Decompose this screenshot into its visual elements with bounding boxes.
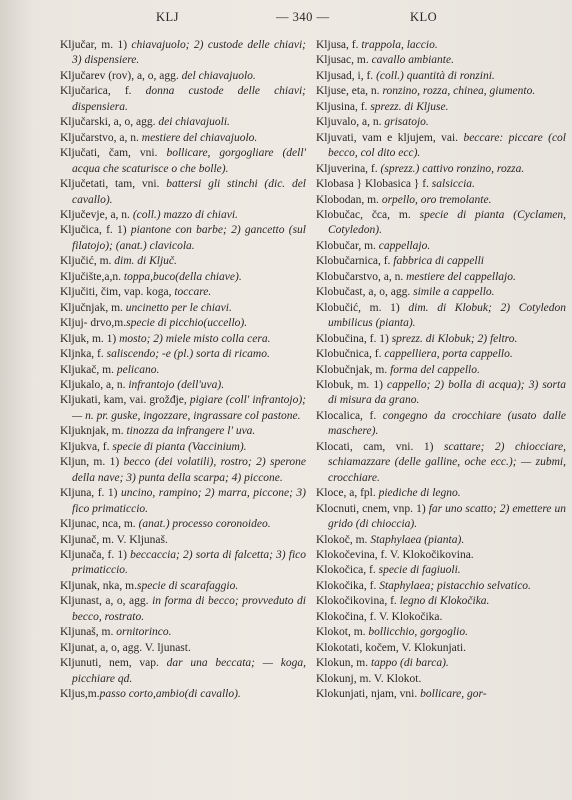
dictionary-entry [60, 208, 306, 223]
entry-headword: Klobasa } Klobasica } f. [316, 178, 432, 191]
dictionary-entry [316, 115, 566, 130]
entry-headword: Klokočika, f. [316, 579, 380, 592]
entry-translation: becco (dei volatili), rostro; 2) sperone della nave; 3) punta della scarpa; 4) piccone. [72, 456, 306, 484]
dictionary-entry [316, 409, 566, 440]
entry-headword: Ključarstvo, a, n. [60, 131, 142, 144]
entry-headword: Klobučarnica, f. [316, 255, 394, 268]
entry-headword: Kljuna, f. 1) [60, 487, 122, 500]
entry-translation: (coll.) quantità di ronzini. [376, 69, 495, 82]
entry-headword: Ključica, f. 1) [60, 224, 131, 237]
entry-translation: specie di picchio(uccello). [126, 317, 248, 330]
entry-headword: Klobučarstvo, a, n. [316, 270, 407, 283]
dictionary-entry [316, 502, 566, 533]
entry-translation: Staphylaea; pistacchio selvatico. [379, 579, 531, 592]
entry-translation: specie di fagiuoli. [378, 564, 461, 577]
entry-translation: sprezz. di Klobuk; 2) feltro. [391, 332, 518, 345]
right-column [316, 38, 566, 702]
dictionary-entry [316, 641, 566, 656]
entry-headword: Klobučast, a, o, agg. [316, 286, 414, 299]
entry-headword: Kljukva, f. [60, 440, 113, 453]
entry-headword: Kljusa, f. [316, 39, 362, 51]
entry-headword: Kljunaš, m. [60, 626, 117, 639]
dictionary-entry [316, 270, 566, 285]
dictionary-entry [60, 687, 306, 702]
entry-headword: Kljuverina, f. [316, 162, 381, 175]
dictionary-entry [316, 533, 566, 548]
entry-translation: ronzino, rozza, chinea, giumento. [382, 85, 536, 98]
entry-translation: salsiccia. [431, 178, 475, 191]
entry-headword: Klobučnica, f. [316, 348, 385, 361]
dictionary-entry [60, 84, 306, 115]
dictionary-entry [316, 208, 566, 239]
entry-translation: specie di pianta (Vaccinium). [112, 440, 247, 453]
entry-headword: Kljus,m. [60, 688, 100, 701]
header-right-guideword: KLO [410, 10, 438, 24]
dictionary-entry [60, 440, 306, 455]
entry-headword: Kljuknjak, m. [60, 425, 127, 438]
entry-headword: Kljnka, f. [60, 348, 107, 361]
entry-translation: congegno da crocchiare (usato dalle maschere). [328, 409, 567, 438]
entry-translation: (anat.) processo coronoideo. [138, 518, 271, 531]
entry-headword: Klokunj, m. V. Klokot. [316, 672, 422, 685]
entry-headword: Klokun, m. [316, 657, 371, 670]
dictionary-entry [60, 285, 306, 300]
entry-headword: Ključar, m. 1) [60, 39, 132, 51]
header-left-guideword: KLJ [156, 10, 180, 24]
entry-headword: Kljuj- drvo,m. [60, 317, 127, 330]
entry-translation: pelicano. [116, 363, 160, 376]
entry-translation: mestiere del cappellajo. [406, 270, 516, 283]
dictionary-entry [60, 38, 306, 69]
entry-headword: Klokot, m. [316, 626, 369, 639]
dictionary-entry [316, 301, 566, 332]
entry-headword: Klobuk, m. 1) [316, 378, 387, 391]
entry-translation: (sprezz.) cattivo ronzino, rozza. [380, 162, 525, 175]
dictionary-entry [60, 455, 306, 486]
entry-headword: Kljukati, kam, vai. grožđje, [60, 394, 190, 407]
dictionary-entry [316, 131, 566, 162]
entry-translation: beccaccia; 2) sorta di falcetta; 3) fico primaticcio. [72, 548, 306, 577]
entry-headword: Kljuk, m. 1) [60, 332, 120, 345]
dictionary-entry [316, 378, 566, 409]
entry-translation: fabbrica di cappelli [393, 255, 484, 268]
dictionary-entry [316, 440, 566, 486]
dictionary-entry [60, 548, 306, 579]
entry-headword: Klokunjati, njam, vni. [316, 688, 421, 701]
entry-translation: specie di scarafaggio. [136, 579, 239, 592]
entry-headword: Klokočevina, f. V. Klokočikovina. [316, 548, 474, 561]
entry-headword: Kljusina, f. [316, 100, 371, 113]
entry-headword: Kljuvalo, a, n. [316, 116, 385, 129]
entry-headword: Kljukač, m. [60, 363, 117, 376]
entry-headword: Kljuse, eta, n. [316, 85, 383, 98]
dictionary-entry [60, 332, 306, 347]
entry-translation: (coll.) mazzo di chiavi. [132, 208, 238, 221]
dictionary-entry [316, 563, 566, 578]
entry-translation: mestiere del chiavajuolo. [141, 131, 258, 144]
entry-translation: chiavajuolo; 2) custode delle chiavi; 3) dispensiere. [72, 39, 306, 67]
entry-headword: Klobučić, m. 1) [316, 301, 409, 314]
dictionary-entry [316, 347, 566, 362]
dictionary-entry [60, 579, 306, 594]
dictionary-entry [60, 641, 306, 656]
entry-headword: Ključati, čam, vni. [60, 147, 167, 160]
dictionary-entry [316, 687, 566, 702]
entry-translation: cappelliera, porta cappello. [384, 348, 513, 361]
entry-translation: cappello; 2) bolla di acqua); 3) sorta di misura da grano. [328, 378, 566, 407]
dictionary-entry [60, 146, 306, 177]
dictionary-entry [316, 548, 566, 563]
entry-headword: Kljukalo, a, n. [60, 378, 129, 391]
entry-headword: Klocalica, f. [316, 409, 383, 422]
entry-headword: Klobučina, f. 1) [316, 332, 392, 345]
entry-headword: Klokočikovina, f. [316, 595, 400, 608]
entry-translation: toccare. [174, 286, 212, 299]
entry-headword: Kljunak, nka, m. [60, 579, 137, 592]
entry-headword: Kljun, m. 1) [60, 456, 124, 469]
entry-translation: grisatojo. [384, 116, 429, 129]
left-column [60, 38, 306, 702]
dictionary-entry [60, 301, 306, 316]
dictionary-entry [60, 424, 306, 439]
entry-translation: scattare; 2) chiocciare, schiamazzare (delle galline, oche ecc.); — zubmi, crocchiare. [328, 440, 567, 484]
entry-translation: tappo (di barca). [370, 657, 449, 670]
dictionary-entry [316, 53, 566, 68]
entry-translation: pigiare (coll' infrantojo); — n. pr. guske, ingozzare, ingrassare col pastone. [72, 394, 306, 422]
dictionary-entry [316, 38, 566, 53]
entry-headword: Kljunača, f. 1) [60, 548, 131, 561]
entry-headword: Klocnuti, cnem, vnp. 1) [316, 502, 429, 515]
entry-headword: Kljunač, m. V. Kljunaš. [60, 533, 168, 546]
entry-headword: Kljunat, a, o, agg. V. ljunast. [60, 641, 191, 654]
dictionary-entry [316, 594, 566, 609]
entry-headword: Klokočina, f. V. Klokočika. [316, 610, 443, 623]
entry-headword: Klobodan, m. [316, 193, 382, 206]
dictionary-entry [60, 594, 306, 625]
dictionary-entry [316, 656, 566, 671]
entry-translation: passo corto,ambio(di cavallo). [99, 688, 241, 701]
entry-headword: Ključnjak, m. [60, 301, 126, 314]
entry-headword: Kljuvati, vam e kljujem, vai. [316, 131, 464, 144]
entry-translation: dar una beccata; — koga, picchiare qd. [72, 657, 306, 685]
entry-translation: saliscendo; -e (pl.) sorta di ricamo. [106, 348, 270, 361]
entry-headword: Klobučnjak, m. [316, 363, 391, 376]
entry-headword: Kljunast, a, o, agg. [60, 595, 153, 608]
dictionary-entry [316, 69, 566, 84]
entry-translation: battersi gli stinchi (dic. del cavallo). [72, 178, 306, 206]
entry-headword: Klokotati, kočem, V. Klokunjati. [316, 641, 467, 654]
entry-translation: piediche di legno. [378, 487, 461, 500]
entry-translation: uncinetto per le chiavi. [125, 301, 232, 314]
dictionary-entry [316, 672, 566, 687]
entry-headword: Kljunuti, nem, vap. [60, 657, 167, 670]
entry-translation: infrantojo (dell'uva). [128, 378, 225, 391]
entry-translation: uncino, rampino; 2) marra, piccone; 3) fico primaticcio. [72, 487, 306, 515]
dictionary-entry [316, 162, 566, 177]
entry-translation: sprezz. di Kljuse. [370, 100, 449, 113]
dictionary-entry [60, 625, 306, 640]
entry-translation: bollicare, gor- [420, 688, 487, 701]
entry-translation: simile a cappello. [413, 286, 495, 299]
dictionary-entry [60, 393, 306, 424]
dictionary-entry [60, 131, 306, 146]
dictionary-entry [60, 378, 306, 393]
entry-headword: Ključetati, tam, vni. [60, 178, 167, 191]
entry-translation: legno di Klokočika. [399, 595, 490, 608]
entry-translation: trappola, laccio. [361, 39, 438, 51]
entry-headword: Klobučac, čca, m. [316, 208, 420, 221]
dictionary-entry [60, 656, 306, 687]
dictionary-entry [60, 517, 306, 532]
entry-translation: in forma di becco; provveduto di becco, rostrato. [72, 595, 306, 623]
entry-headword: Klobučar, m. [316, 239, 379, 252]
dictionary-entry [316, 239, 566, 254]
dictionary-entry [60, 270, 306, 285]
entry-headword: Kljusad, i, f. [316, 69, 377, 82]
entry-translation: dei chiavajuoli. [158, 116, 230, 129]
dictionary-entry [60, 115, 306, 130]
entry-translation: cavallo ambiante. [371, 54, 454, 67]
dictionary-entry [316, 177, 566, 192]
page-number: — 340 — [276, 10, 330, 24]
dictionary-entry [316, 332, 566, 347]
entry-headword: Ključić, m. [60, 255, 115, 268]
entry-translation: del chiavajuolo. [181, 69, 256, 82]
entry-headword: Klocati, cam, vni. 1) [316, 440, 444, 453]
entry-translation: orpello, oro tremolante. [381, 193, 492, 206]
dictionary-entry [60, 486, 306, 517]
entry-translation: dim. di Klobuk; 2) Cotyledon umbilicus (pianta). [328, 301, 566, 330]
dictionary-entry [316, 579, 566, 594]
dictionary-entry [60, 177, 306, 208]
entry-headword: Ključarica, f. [60, 85, 146, 98]
dictionary-entry [316, 84, 566, 99]
dictionary-entry [60, 363, 306, 378]
entry-headword: Kljusac, m. [316, 54, 372, 67]
entry-translation: donna custode delle chiavi; dispensiera. [72, 85, 307, 113]
entry-translation: cappellajo. [378, 239, 431, 252]
entry-translation: ornitorinco. [116, 626, 172, 639]
dictionary-entry [60, 347, 306, 362]
entry-translation: toppa,buco(della chiave). [123, 270, 242, 283]
entry-translation: forma del cappello. [390, 363, 480, 376]
dictionary-entry [316, 193, 566, 208]
entry-translation: bollicchio, gorgoglio. [368, 626, 468, 639]
entry-headword: Ključiti, čim, vap. koga, [60, 286, 175, 299]
dictionary-entry [316, 625, 566, 640]
entry-headword: Ključevje, a, n. [60, 208, 133, 221]
entry-headword: Klokočica, f. [316, 564, 379, 577]
dictionary-entry [316, 100, 566, 115]
entry-translation: beccare: piccare (col becco, col dito ecc). [328, 131, 567, 160]
entry-translation: piantone con barbe; 2) gancetto (sul filatojo); (anat.) clavicola. [72, 224, 306, 252]
entry-translation: mosto; 2) miele misto colla cera. [119, 332, 271, 345]
dictionary-entry [60, 316, 306, 331]
dictionary-entry [60, 223, 306, 254]
entry-headword: Ključarski, a, o, agg. [60, 116, 159, 129]
entry-translation: tinozza da infrangere l' uva. [126, 425, 256, 438]
entry-translation: dim. di Ključ. [114, 255, 177, 268]
page-header [0, 10, 572, 30]
entry-headword: Kloce, a, fpl. [316, 487, 379, 500]
entry-translation: bollicare, gorgogliare (dell' acqua che scaturisce o che bolle). [72, 147, 306, 175]
dictionary-entry [60, 69, 306, 84]
dictionary-entry [316, 486, 566, 501]
entry-headword: Klokoč, m. [316, 533, 371, 546]
entry-translation: specie di pianta (Cyclamen, Cotyledon). [328, 208, 566, 237]
dictionary-entry [316, 285, 566, 300]
entry-headword: Ključarev (rov), a, o, agg. [60, 69, 182, 82]
dictionary-entry [60, 533, 306, 548]
dictionary-entry [316, 610, 566, 625]
dictionary-entry [60, 254, 306, 269]
entry-translation: far uno scatto; 2) emettere un grido (di chioccia). [328, 502, 566, 531]
entry-headword: Ključište,a,n. [60, 270, 124, 283]
entry-headword: Kljunac, nca, m. [60, 518, 139, 531]
dictionary-entry [316, 254, 566, 269]
entry-translation: Staphylaea (pianta). [370, 533, 465, 546]
dictionary-entry [316, 363, 566, 378]
